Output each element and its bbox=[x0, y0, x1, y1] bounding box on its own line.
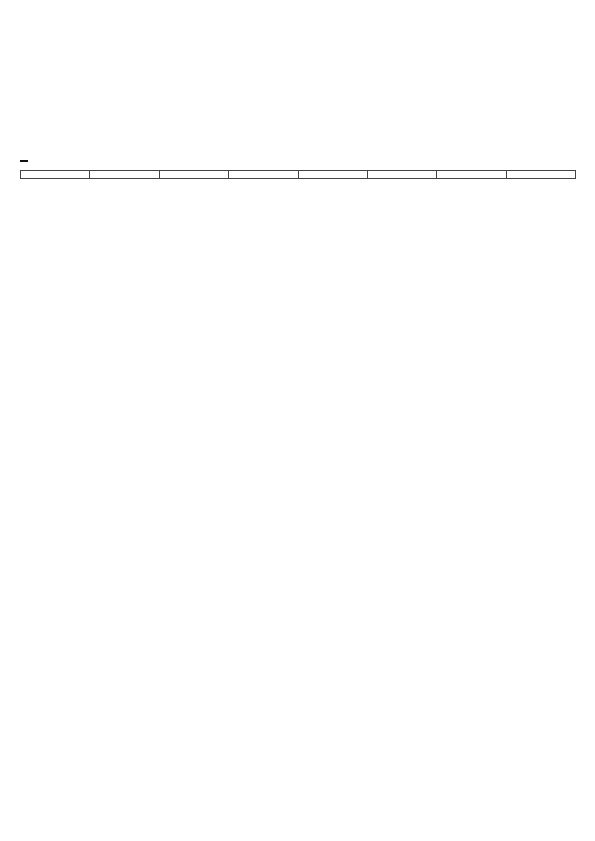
column-group-header bbox=[506, 171, 575, 179]
column-group-header bbox=[367, 171, 436, 179]
column-group-header bbox=[21, 171, 90, 179]
column-group-header bbox=[229, 171, 298, 179]
column-group-header bbox=[298, 171, 367, 179]
column-group-header bbox=[90, 171, 159, 179]
column-group-header bbox=[159, 171, 228, 179]
section-tag bbox=[20, 160, 28, 162]
report-table-wrap bbox=[20, 170, 576, 818]
column-group-header bbox=[437, 171, 506, 179]
report-table bbox=[20, 170, 576, 179]
table-head bbox=[21, 171, 576, 179]
